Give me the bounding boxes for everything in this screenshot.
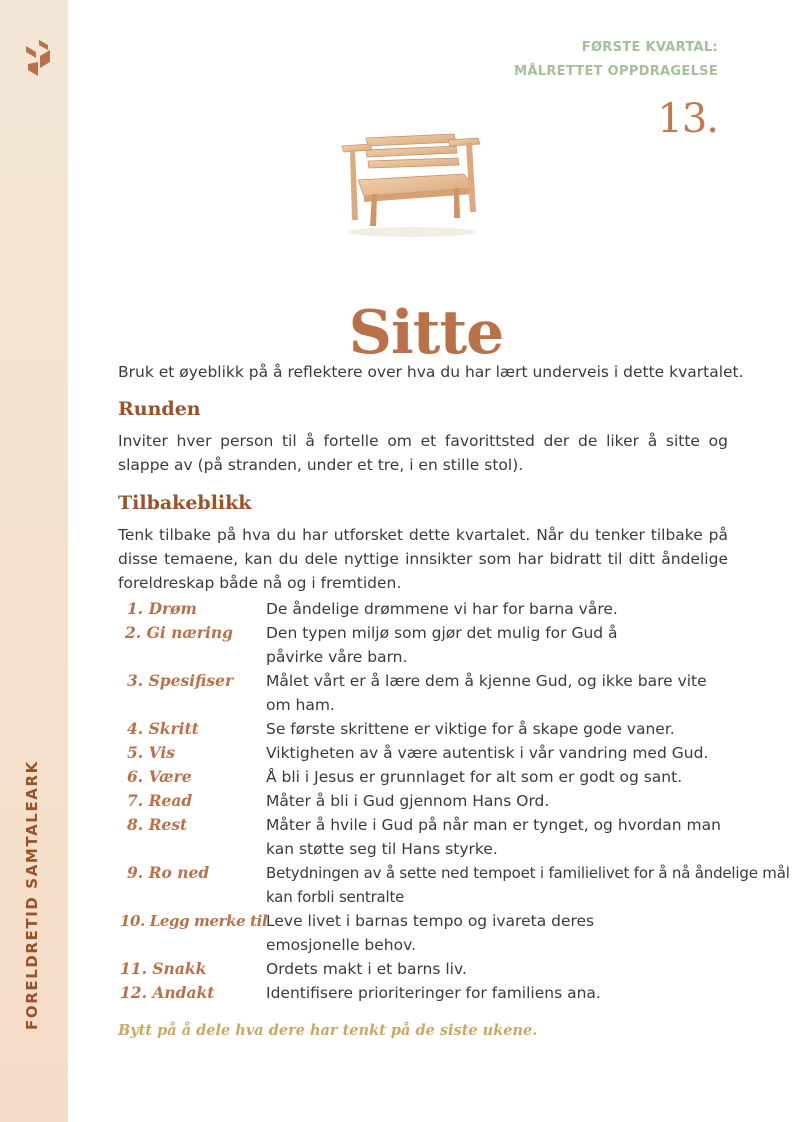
item-text: Leve livet i barnas tempo og ivareta deres emosjonelle behov. — [266, 912, 595, 954]
list-item — [118, 621, 800, 669]
topic-list — [118, 597, 800, 1005]
item-text: Ordets makt i et barns liv. — [266, 960, 467, 978]
intro-text: Bruk et øyeblikk på å reflektere over hva du har lært underveis i dette kvartalet. — [118, 363, 744, 381]
list-item — [118, 861, 800, 909]
item-label: 11. Snakk — [120, 959, 207, 978]
logo-icon — [22, 36, 54, 78]
item-text: Se første skrittene er viktige for å skape gode vaner. — [266, 720, 675, 738]
section-heading-runden: Runden — [118, 398, 201, 420]
quarter-heading — [514, 36, 718, 84]
vertical-series-label: FORELDRETID SAMTALEARK — [23, 760, 41, 1030]
item-text: Måter å hvile i Gud på når man er tynget, og hvordan man kan støtte seg til Hans styrke. — [266, 816, 721, 858]
runden-text: Inviter hver person til å fortelle om et favorittsted der de liker å sitte og slappe av (på stranden, under et tre, i en stille stol). — [118, 432, 728, 474]
list-item — [118, 909, 800, 957]
item-text: Måter å bli i Gud gjennom Hans Ord. — [266, 792, 550, 810]
item-text: Den typen miljø som gjør det mulig for Gud å påvirke våre barn. — [266, 624, 618, 666]
item-text: Å bli i Jesus er grunnlaget for alt som er godt og sant. — [266, 768, 683, 786]
list-item — [118, 717, 800, 741]
closing-text: Bytt på å dele hva dere har tenkt på de siste ukene. — [118, 1022, 538, 1039]
item-text: Betydningen av å sette ned tempoet i familielivet for å nå åndelige mål kan forbli sentralte — [266, 864, 790, 906]
list-item — [118, 789, 800, 813]
item-label: 2. Gi næring — [125, 623, 233, 642]
list-item — [118, 741, 800, 765]
item-text: De åndelige drømmene vi har for barna våre. — [266, 600, 618, 618]
list-item — [118, 813, 800, 861]
list-item — [118, 957, 800, 981]
quarter-line-1: FØRSTE KVARTAL: — [581, 40, 718, 55]
item-label: 6. Være — [127, 767, 192, 786]
item-label: 8. Rest — [127, 815, 188, 834]
page-title: Sitte — [348, 298, 504, 368]
item-text: Viktigheten av å være autentisk i vår vandring med Gud. — [266, 744, 709, 762]
list-item — [118, 597, 800, 621]
item-label: 7. Read — [127, 791, 193, 810]
item-label: 3. Spesifiser — [127, 671, 234, 690]
item-label: 12. Andakt — [120, 983, 215, 1002]
bench-illustration — [336, 128, 488, 240]
item-text: Målet vårt er å lære dem å kjenne Gud, og ikke bare vite om ham. — [266, 672, 707, 714]
quarter-line-2: MÅLRETTET OPPDRAGELSE — [514, 64, 718, 79]
item-label: 5. Vis — [127, 743, 175, 762]
item-label: 9. Ro ned — [127, 863, 210, 882]
list-item — [118, 981, 800, 1005]
item-label: 10. Legg merke til — [120, 912, 268, 930]
section-heading-tilbakeblikk: Tilbakeblikk — [118, 492, 252, 514]
list-item — [118, 765, 800, 789]
item-label: 1. Drøm — [127, 599, 197, 618]
list-item — [118, 669, 800, 717]
tilbakeblikk-text: Tenk tilbake på hva du har utforsket dette kvartalet. Når du tenker tilbake på disse temaene, kan du dele nyttige innsikter som har bidratt til ditt åndelige foreldreskap både nå og i fremtiden. — [118, 526, 728, 592]
item-label: 4. Skritt — [127, 719, 199, 738]
item-text: Identifisere prioriteringer for familiens ana. — [266, 984, 601, 1002]
page-number: 13. — [657, 96, 718, 142]
